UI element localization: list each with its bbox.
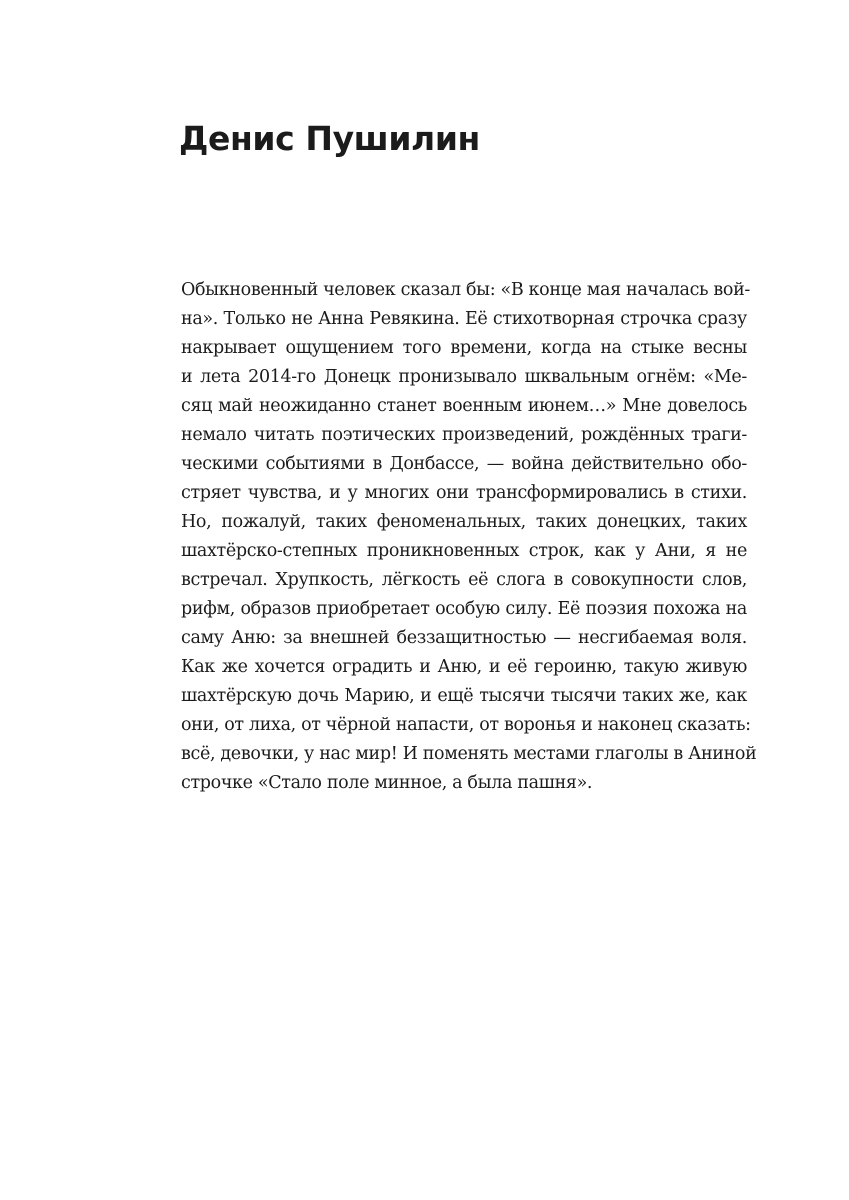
text-line: сяц май неожиданно станет военным июнем…» Мне довелось bbox=[181, 396, 747, 416]
text-line: саму Аню: за внешней беззащитностью — несгибаемая воля. bbox=[181, 628, 747, 648]
text-line: шахтёрско-степных проникновенных строк, как у Ани, я не bbox=[181, 541, 747, 561]
text-line: рифм, образов приобретает особую силу. Её поэзия похожа на bbox=[181, 599, 747, 619]
text-line: Но, пожалуй, таких феноменальных, таких донецких, таких bbox=[181, 512, 747, 532]
body-paragraph bbox=[181, 276, 757, 798]
text-line: стряет чувства, и у многих они трансформировались в стихи. bbox=[181, 483, 747, 503]
text-line: встречал. Хрупкость, лёгкость её слога в совокупности слов, bbox=[181, 570, 747, 590]
text-line: и лета 2014-го Донецк пронизывало шквальным огнём: «Ме- bbox=[181, 367, 747, 387]
text-line: всё, девочки, у нас мир! И поменять местами глаголы в Аниной bbox=[181, 744, 757, 764]
text-line: накрывает ощущением того времени, когда на стыке весны bbox=[181, 338, 747, 358]
page-title: Денис Пушилин bbox=[179, 119, 480, 158]
text-line: шахтёрскую дочь Марию, и ещё тысячи тысячи таких же, как bbox=[181, 686, 747, 706]
text-line: строчке «Стало поле минное, а была пашня». bbox=[181, 773, 593, 793]
text-line: немало читать поэтических произведений, рождённых траги- bbox=[181, 425, 747, 445]
text-line: Обыкновенный человек сказал бы: «В конце мая началась вой- bbox=[181, 280, 750, 300]
text-line: на». Только не Анна Ревякина. Её стихотворная строчка сразу bbox=[181, 309, 747, 329]
text-line: Как же хочется оградить и Аню, и её героиню, такую живую bbox=[181, 657, 747, 677]
text-line: ческими событиями в Донбассе, — война действительно обо- bbox=[181, 454, 747, 474]
text-line: они, от лиха, от чёрной напасти, от воронья и наконец сказать: bbox=[181, 715, 751, 735]
